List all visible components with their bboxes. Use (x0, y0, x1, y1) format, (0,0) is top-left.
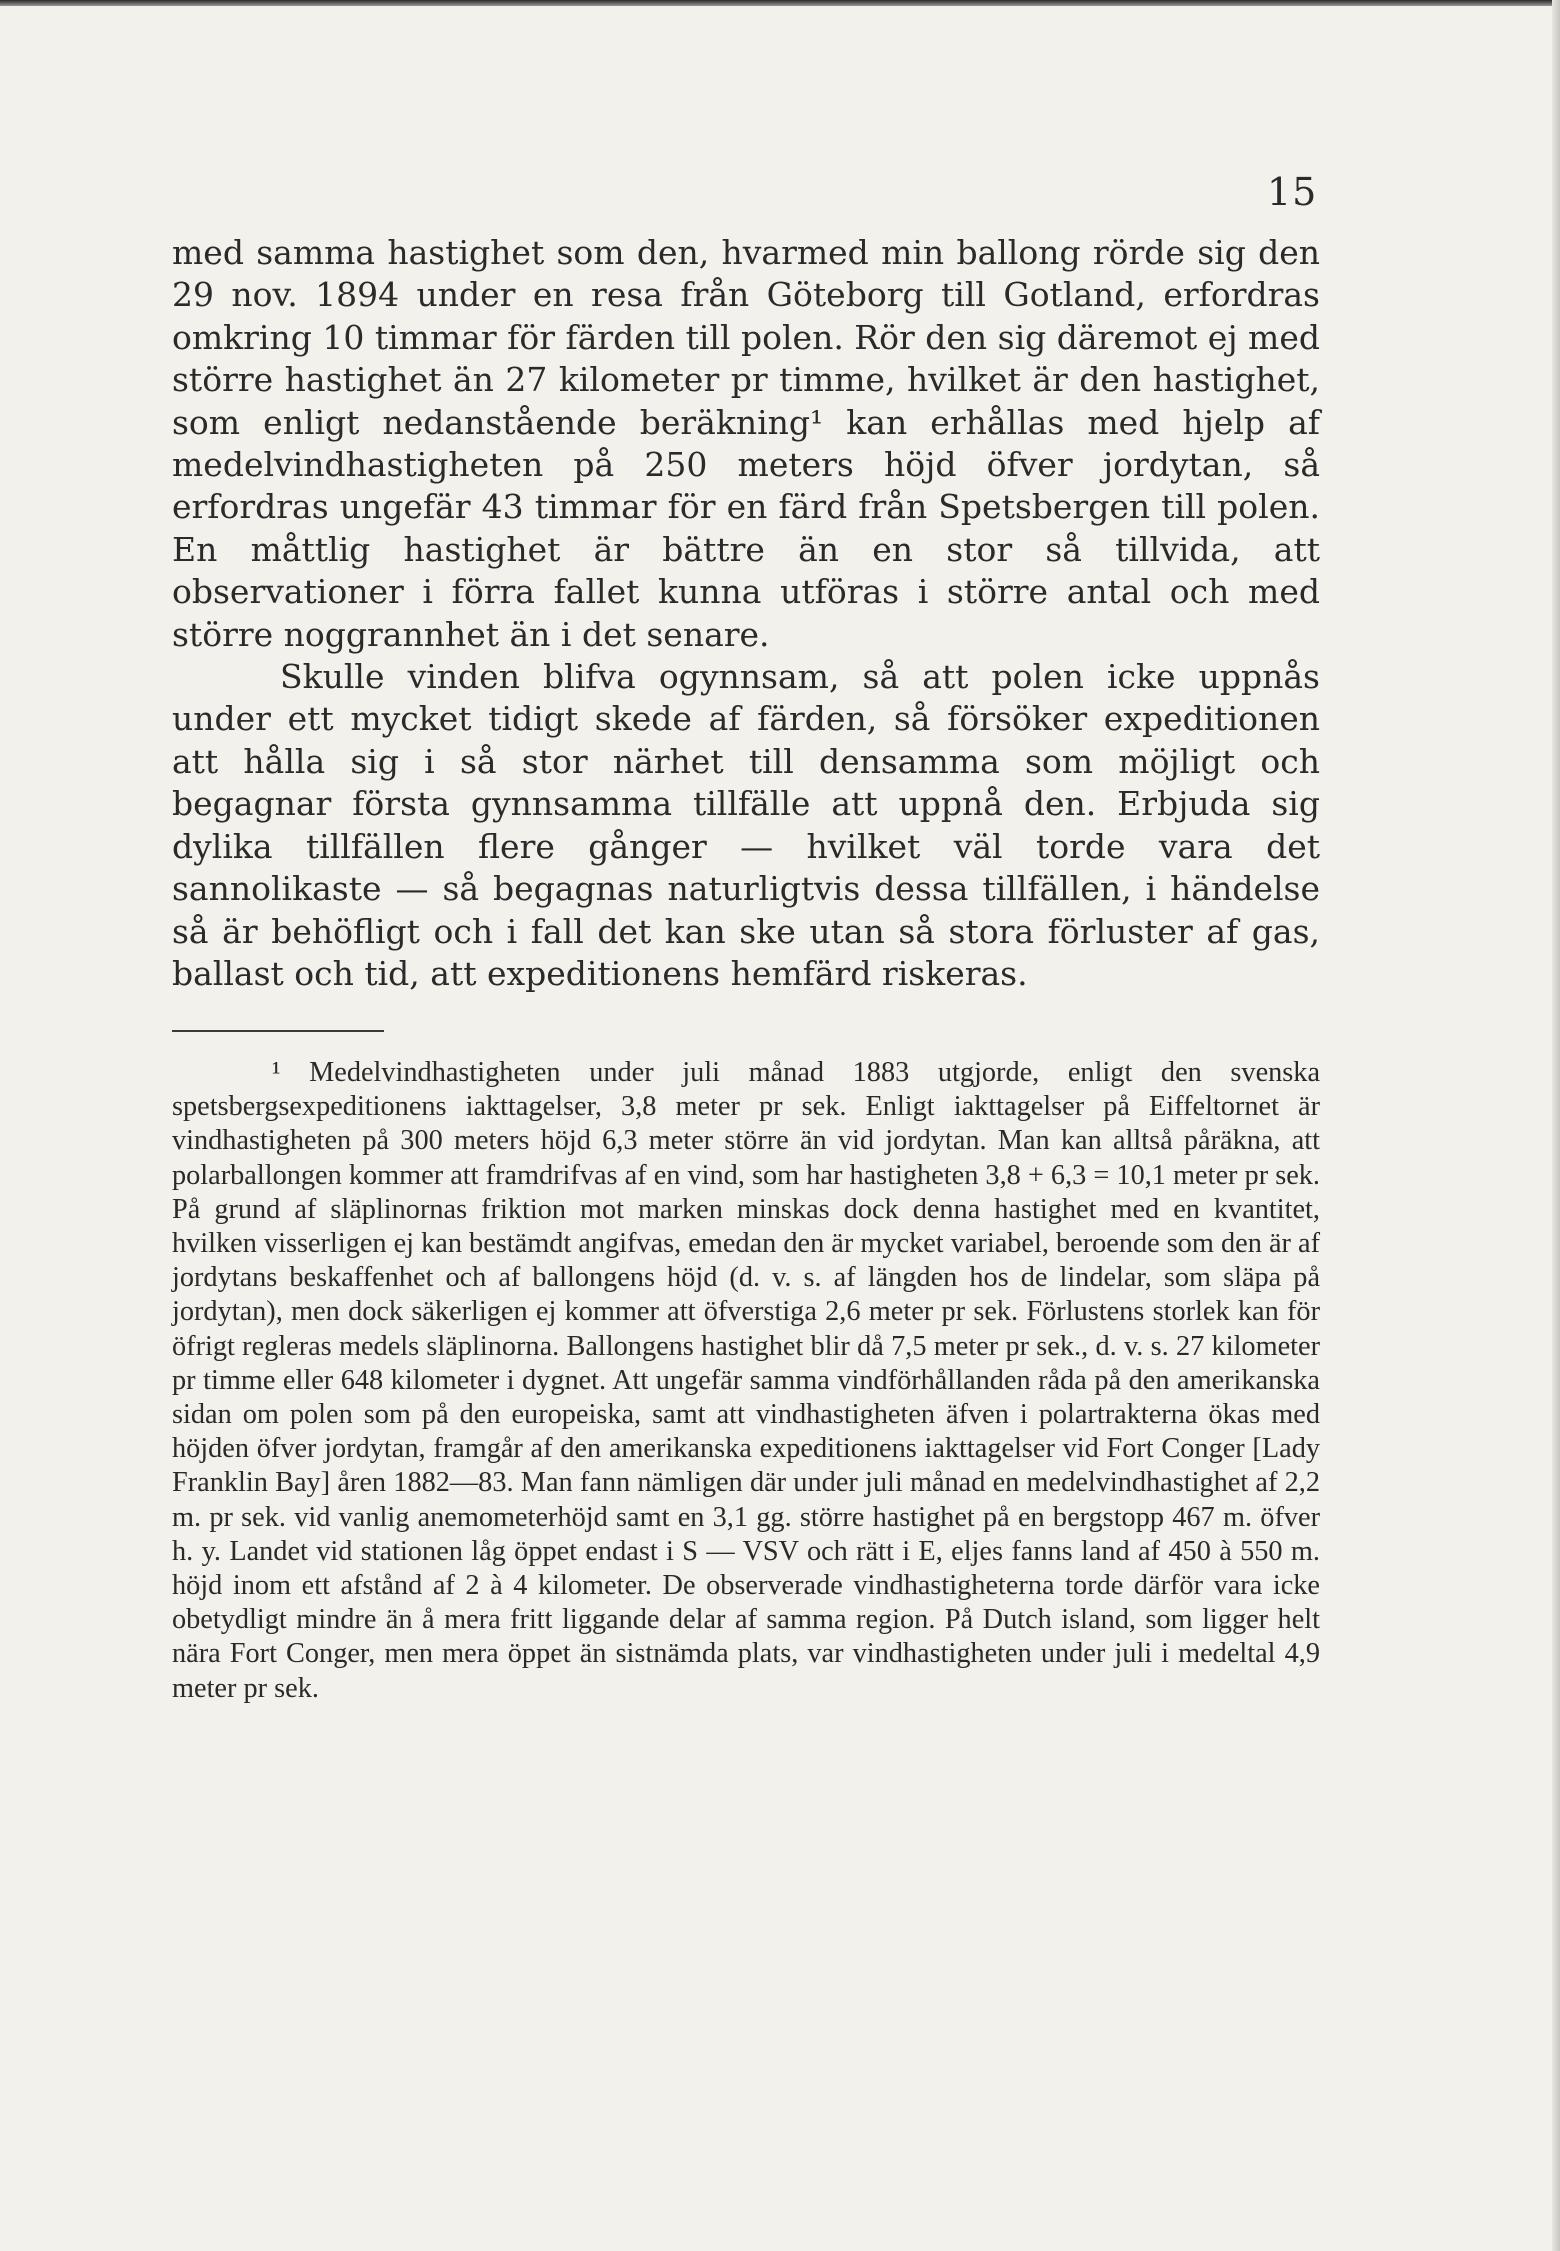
paragraph-2: Skulle vinden blifva ogynnsam, så att polen icke uppnås under ett mycket tidigt skede af färden, så försöker expeditionen att hålla sig i så stor närhet till densamma som möjligt och begagnar första gynnsamma tillfälle att uppnå den. Erbjuda sig dylika tillfällen flere gånger — hvilket väl torde vara det sannolikaste — så begagnas naturligtvis dessa tillfällen, i händelse så är behöfligt och i fall det kan ske utan så stora förluster af gas, ballast och tid, att expeditionens hemfärd riskeras. (172, 657, 1320, 993)
page-right-edge (1552, 0, 1560, 2251)
page-top-edge (0, 0, 1560, 6)
footnote: ¹ Medelvindhastigheten under juli månad 1883 utgjorde, enligt den svenska spetsbergsexpeditionens iakttagelser, 3,8 meter pr sek. Enligt iakttagelser på Eiffeltornet är vindhastigheten på 300 meters höjd 6,3 meter större än vid jordytan. Man kan alltså påräkna, att polarballongen kommer att framdrifvas af en vind, som har hastigheten 3,8 + 6,3 = 10,1 meter pr sek. På grund af släplinornas friktion mot marken minskas dock denna hastighet med en kvantitet, hvilken visserligen ej kan bestämdt angifvas, emedan den är mycket variabel, beroende som den är af jordytans beskaffenhet och af ballongens höjd (d. v. s. af längden hos de lindelar, som släpa på jordytan), men dock säkerligen ej kommer att öfverstiga 2,6 meter pr sek. Förlustens storlek kan för öfrigt regleras medels släplinorna. Ballongens hastighet blir då 7,5 meter pr sek., d. v. s. 27 kilometer pr timme eller 648 kilometer i dygnet. Att ungefär samma vindförhållanden råda på den amerikanska sidan om polen som på den europeiska, samt att vindhastigheten äfven i polartrakterna ökas med höjden öfver jordytan, framgår af den amerikanska expeditionens iakttagelser vid Fort Conger [Lady Franklin Bay] åren 1882—83. Man fann nämligen där under juli månad en medelvindhastighet af 2,2 m. pr sek. vid vanlig anemometerhöjd samt en 3,1 gg. större hastighet på en bergstopp 467 m. öfver h. y. Landet vid stationen låg öppet endast i S — VSV och rätt i E, eljes fanns land af 450 à 550 m. höjd inom ett afstånd af 2 à 4 kilometer. De observerade vindhastigheterna torde därför vara icke obetydligt mindre än å mera fritt liggande delar af samma region. På Dutch island, som ligger helt nära Fort Conger, men mera öppet än sistnämda plats, var vindhastigheten under juli i medeltal 4,9 meter pr sek. (172, 1057, 1320, 1704)
page-number: 15 (1267, 170, 1318, 214)
body-text (172, 232, 1320, 995)
paragraph-1: med samma hastighet som den, hvarmed min ballong rörde sig den 29 nov. 1894 under en resa från Göteborg till Gotland, erfordras omkring 10 timmar för färden till polen. Rör den sig däremot ej med större hastighet än 27 kilometer pr timme, hvilket är den hastighet, som enligt nedanstående beräkning¹ kan erhållas med hjelp af medelvindhastigheten på 250 meters höjd öfver jordytan, så erfordras ungefär 43 timmar för en färd från Spetsbergen till polen. En måttlig hastighet är bättre än en stor så tillvida, att observationer i förra fallet kunna utföras i större antal och med större noggrannhet än i det senare. (172, 233, 1320, 654)
footnote-rule (172, 1030, 384, 1032)
